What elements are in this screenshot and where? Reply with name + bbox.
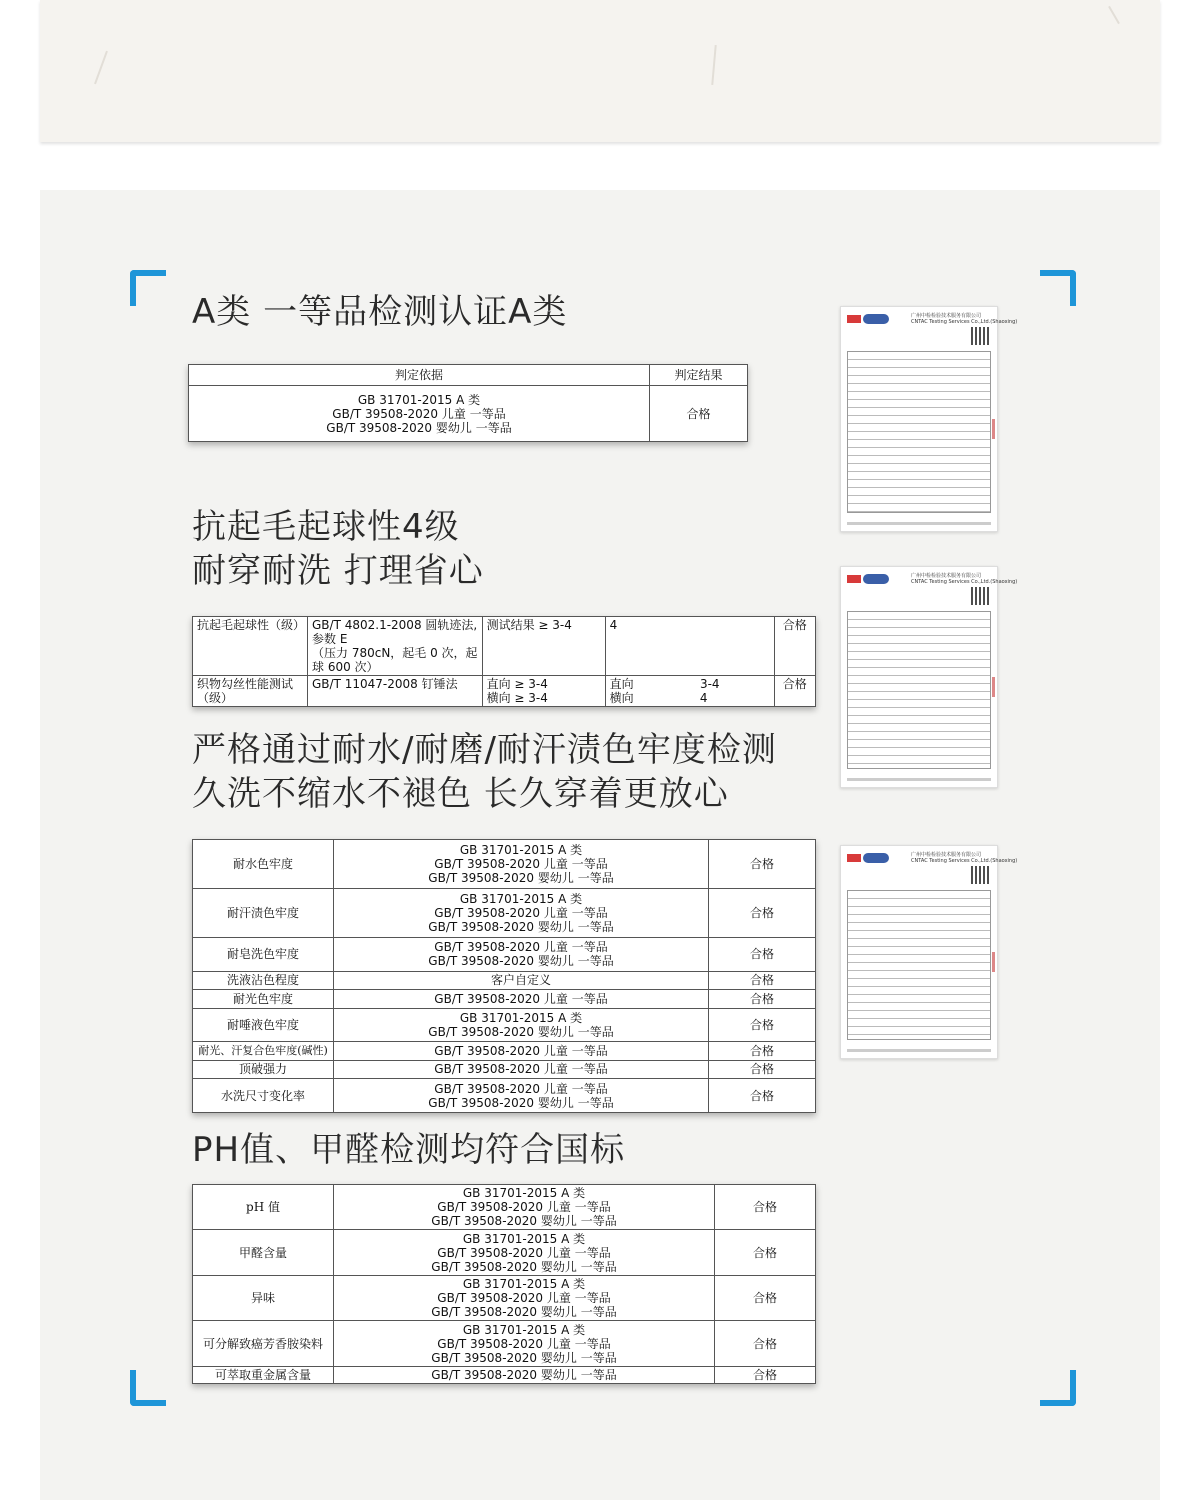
decor-stroke — [94, 51, 108, 85]
item-cell: 织物勾丝性能测试（级） — [193, 676, 308, 707]
std-line: GB/T 39508-2020 婴幼儿 一等品 — [428, 1024, 614, 1039]
item-cell: 耐汗渍色牢度 — [193, 888, 334, 937]
item-cell: 洗液沾色程度 — [193, 971, 334, 989]
report-thumbnail — [840, 306, 1018, 532]
std-line: GB 31701-2015 A 类 — [462, 1186, 586, 1201]
cma-logo-icon — [847, 854, 861, 862]
heading-ph: PH值、甲醛检测均符合国标 — [192, 1130, 626, 1170]
method-cell — [308, 617, 483, 676]
result-cell: 合格 — [774, 676, 815, 707]
qr-code-icon — [971, 866, 989, 884]
measured-value: 3-4 — [699, 677, 720, 691]
report-thumbnail — [840, 845, 1018, 1059]
table-row — [193, 1042, 816, 1060]
std-line: GB/T 39508-2020 儿童 一等品 — [437, 1336, 611, 1351]
report-footer — [847, 522, 991, 525]
report-org-name: 广州中检检验技术服务有限公司 CNTAC Testing Services Co.,Ltd.(Shaoxing) — [911, 852, 1018, 864]
std-cell — [334, 971, 709, 989]
table-colorfast — [192, 839, 816, 1113]
table-row — [193, 676, 816, 707]
item-cell: 水洗尺寸变化率 — [193, 1079, 334, 1113]
table-header-row — [189, 365, 748, 386]
std-line: GB/T 39508-2020 儿童 一等品 — [437, 1245, 611, 1260]
std-line: GB 31701-2015 A 类 — [459, 891, 583, 906]
item-cell: 耐光色牢度 — [193, 990, 334, 1008]
item-cell: 耐光、汗复合色牢度(碱性) — [193, 1042, 334, 1060]
std-cell — [334, 1366, 715, 1383]
cma-logo-icon — [847, 575, 861, 583]
measured-value: 4 — [699, 691, 708, 705]
signature-mark-icon — [992, 419, 995, 439]
heading-section-a: A类 一等品检测认证A类 — [192, 292, 568, 332]
std-line: GB 31701-2015 A 类 — [462, 1322, 586, 1337]
method-line: 球 600 次） — [312, 660, 379, 674]
qr-code-icon — [971, 327, 989, 345]
std-line: 客户自定义 — [490, 973, 551, 988]
std-line: GB/T 39508-2020 儿童 一等品 — [437, 1291, 611, 1306]
table-row — [189, 386, 748, 442]
std-line: GB/T 39508-2020 儿童 一等品 — [434, 1043, 608, 1058]
std-line: GB/T 39508-2020 儿童 一等品 — [434, 991, 608, 1006]
table-ph — [192, 1184, 816, 1384]
table-row — [193, 617, 816, 676]
result-cell: 合格 — [709, 1042, 816, 1060]
method-line: 参数 E — [312, 632, 348, 646]
header-result: 判定结果 — [650, 365, 748, 386]
corner-bracket-icon — [1040, 270, 1076, 306]
table-row — [193, 1321, 816, 1366]
std-cell — [334, 1230, 715, 1275]
table-row — [193, 990, 816, 1008]
measured-line — [610, 691, 770, 705]
cnas-logo-icon — [863, 314, 889, 324]
item-cell: 耐皂洗色牢度 — [193, 937, 334, 971]
basis-cell — [189, 386, 650, 442]
corner-bracket-icon — [130, 1370, 166, 1406]
header-basis: 判定依据 — [189, 365, 650, 386]
result-cell: 合格 — [650, 386, 748, 442]
cma-logo-icon — [847, 315, 861, 323]
std-cell — [334, 1321, 715, 1366]
table-row — [193, 971, 816, 989]
result-cell: 合格 — [709, 888, 816, 937]
cnas-logo-icon — [863, 853, 889, 863]
table-grade-a — [188, 364, 748, 442]
heading-pilling-2: 耐穿耐洗 打理省心 — [192, 551, 484, 591]
item-cell: pH 值 — [193, 1185, 334, 1230]
std-cell — [334, 990, 709, 1008]
std-line: GB/T 39508-2020 婴幼儿 一等品 — [431, 1350, 617, 1365]
table-row — [193, 1275, 816, 1320]
std-line: GB 31701-2015 A 类 — [462, 1277, 586, 1292]
table-row — [193, 1008, 816, 1042]
signature-mark-icon — [992, 952, 995, 972]
table-row — [193, 1230, 816, 1275]
result-cell: 合格 — [709, 937, 816, 971]
measured-line: 4 — [609, 618, 618, 632]
std-cell — [334, 1275, 715, 1320]
std-line: GB/T 39508-2020 婴幼儿 一等品 — [428, 954, 614, 969]
report-footer — [847, 778, 991, 781]
std-line: GB/T 39508-2020 婴幼儿 一等品 — [428, 919, 614, 934]
std-line: GB/T 39508-2020 儿童 一等品 — [434, 856, 608, 871]
std-line: GB/T 39508-2020 儿童 一等品 — [437, 1200, 611, 1215]
result-cell: 合格 — [709, 990, 816, 1008]
table-row — [193, 840, 816, 889]
std-line: GB 31701-2015 A 类 — [459, 1010, 583, 1025]
std-line: GB/T 39508-2020 婴幼儿 一等品 — [431, 1367, 617, 1382]
decor-stroke — [1108, 6, 1120, 24]
std-line: GB/T 39508-2020 婴幼儿 一等品 — [431, 1259, 617, 1274]
std-line: GB/T 39508-2020 婴幼儿 一等品 — [431, 1305, 617, 1320]
heading-pilling-1: 抗起毛起球性4级 — [192, 507, 460, 547]
requirement-cell — [482, 617, 605, 676]
requirement-line: 测试结果 ≥ 3-4 — [486, 618, 572, 632]
requirement-line: 横向 ≥ 3-4 — [486, 691, 548, 705]
top-panel — [40, 0, 1160, 142]
method-line: GB/T 4802.1-2008 圆轨迹法, — [312, 618, 478, 632]
report-org-name: 广州中检检验技术服务有限公司 CNTAC Testing Services Co.,Ltd.(Shaoxing) — [911, 573, 1018, 585]
std-cell — [334, 1042, 709, 1060]
report-footer — [847, 1049, 991, 1052]
result-cell: 合格 — [715, 1185, 816, 1230]
report-org-name: 广州中检检验技术服务有限公司 CNTAC Testing Services Co.,Ltd.(Shaoxing) — [911, 313, 1018, 325]
method-line: （压力 780cN，起毛 0 次，起 — [312, 646, 478, 660]
decor-stroke — [711, 45, 716, 85]
item-cell: 异味 — [193, 1275, 334, 1320]
std-line: GB 31701-2015 A 类 — [462, 1231, 586, 1246]
heading-colorfast-1: 严格通过耐水/耐磨/耐汗渍色牢度检测 — [192, 730, 777, 770]
item-cell: 抗起毛起球性（级） — [193, 617, 308, 676]
std-cell — [334, 937, 709, 971]
std-cell — [334, 1079, 709, 1113]
item-cell: 顶破强力 — [193, 1060, 334, 1078]
result-cell: 合格 — [715, 1366, 816, 1383]
std-line: GB/T 39508-2020 婴幼儿 一等品 — [431, 1214, 617, 1229]
std-line: GB/T 39508-2020 儿童 一等品 — [434, 905, 608, 920]
basis-line: GB/T 39508-2020 婴幼儿 一等品 — [326, 420, 512, 435]
measured-line — [610, 677, 770, 691]
result-cell: 合格 — [709, 1060, 816, 1078]
result-cell: 合格 — [715, 1321, 816, 1366]
std-cell — [334, 840, 709, 889]
report-table-lines — [847, 351, 991, 513]
measured-cell — [605, 676, 774, 707]
signature-mark-icon — [992, 677, 995, 697]
qr-code-icon — [971, 587, 989, 605]
table-row — [193, 1079, 816, 1113]
table-row — [193, 1366, 816, 1383]
heading-colorfast-2: 久洗不缩水不褪色 长久穿着更放心 — [192, 774, 729, 814]
result-cell: 合格 — [709, 1079, 816, 1113]
result-cell: 合格 — [715, 1275, 816, 1320]
requirement-line: 直向 ≥ 3-4 — [486, 677, 548, 691]
table-pilling — [192, 616, 816, 707]
std-line: GB/T 39508-2020 儿童 一等品 — [434, 1062, 608, 1077]
measured-direction: 直向 — [609, 677, 634, 691]
item-cell: 耐唾液色牢度 — [193, 1008, 334, 1042]
std-cell — [334, 1185, 715, 1230]
report-thumbnail — [840, 566, 1018, 788]
std-cell — [334, 1060, 709, 1078]
std-line: GB/T 39508-2020 儿童 一等品 — [434, 940, 608, 955]
table-row — [193, 937, 816, 971]
table-row — [193, 1185, 816, 1230]
item-cell: 耐水色牢度 — [193, 840, 334, 889]
report-table-lines — [847, 611, 991, 769]
basis-line: GB 31701-2015 A 类 — [357, 392, 481, 407]
result-cell: 合格 — [709, 971, 816, 989]
std-line: GB/T 39508-2020 婴幼儿 一等品 — [428, 870, 614, 885]
cnas-logo-icon — [863, 574, 889, 584]
requirement-cell — [482, 676, 605, 707]
corner-bracket-icon — [1040, 1370, 1076, 1406]
measured-cell — [605, 617, 774, 676]
method-line: GB/T 11047-2008 钉锤法 — [312, 677, 458, 691]
result-cell: 合格 — [715, 1230, 816, 1275]
result-cell: 合格 — [709, 1008, 816, 1042]
table-row — [193, 888, 816, 937]
method-cell — [308, 676, 483, 707]
measured-direction: 横向 — [609, 691, 634, 705]
report-table-lines — [847, 890, 991, 1040]
table-row — [193, 1060, 816, 1078]
std-line: GB/T 39508-2020 儿童 一等品 — [434, 1081, 608, 1096]
std-line: GB/T 39508-2020 婴幼儿 一等品 — [428, 1095, 614, 1110]
std-cell — [334, 888, 709, 937]
result-cell: 合格 — [709, 840, 816, 889]
result-cell: 合格 — [774, 617, 815, 676]
corner-bracket-icon — [130, 270, 166, 306]
item-cell: 可萃取重金属含量 — [193, 1366, 334, 1383]
item-cell: 可分解致癌芳香胺染料 — [193, 1321, 334, 1366]
std-line: GB 31701-2015 A 类 — [459, 842, 583, 857]
basis-line: GB/T 39508-2020 儿童 一等品 — [332, 406, 506, 421]
item-cell: 甲醛含量 — [193, 1230, 334, 1275]
std-cell — [334, 1008, 709, 1042]
